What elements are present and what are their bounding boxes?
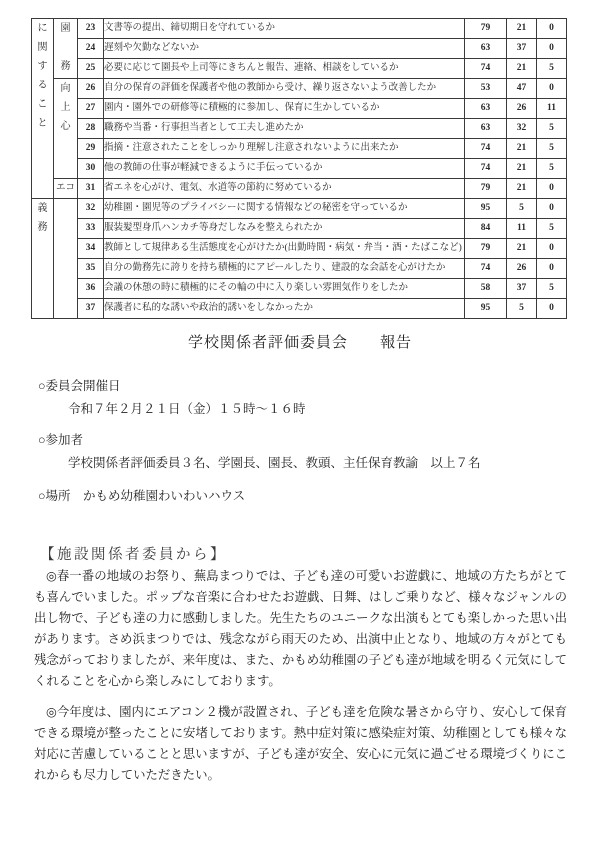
category-col1-gimu xyxy=(32,199,54,319)
table-row xyxy=(32,179,567,199)
item-value-2: 37 xyxy=(507,39,537,59)
item-value-3: 0 xyxy=(537,179,567,199)
item-value-2: 26 xyxy=(507,99,537,119)
item-value-1: 95 xyxy=(465,199,507,219)
item-number: 29 xyxy=(78,139,104,159)
table-row xyxy=(32,79,567,99)
table-row xyxy=(32,259,567,279)
item-value-3: 0 xyxy=(537,259,567,279)
item-number: 35 xyxy=(78,259,104,279)
item-value-3: 5 xyxy=(537,59,567,79)
report-title: 学校関係者評価委員会 報告 xyxy=(187,335,412,351)
meeting-date: 令和７年２月２１日（金）１５時～１６時 xyxy=(68,402,306,416)
item-question: 文書等の提出、締切期日を守れているか xyxy=(104,19,465,39)
table-row xyxy=(32,19,567,39)
item-value-2: 21 xyxy=(507,19,537,39)
vertical-label: に 関 す る こ と xyxy=(37,23,48,129)
vertical-label: 向 上 心 xyxy=(60,83,71,132)
item-value-1: 53 xyxy=(465,79,507,99)
category-col2-eco: エコ xyxy=(54,179,78,199)
participants-label: ○参加者 xyxy=(38,433,84,447)
item-question: 自分の勤務先に誇りを持ち積極的にアピールしたり、建設的な会話を心がけたか xyxy=(104,259,465,279)
table-row xyxy=(32,239,567,259)
item-value-3: 5 xyxy=(537,279,567,299)
item-value-3: 0 xyxy=(537,199,567,219)
item-number: 32 xyxy=(78,199,104,219)
item-value-3: 5 xyxy=(537,139,567,159)
item-value-1: 74 xyxy=(465,139,507,159)
category-col1-nikansurukoto xyxy=(32,19,54,199)
item-value-1: 84 xyxy=(465,219,507,239)
item-value-2: 21 xyxy=(507,179,537,199)
item-question: 教師として規律ある生活態度を心がけたか(出勤時間・病気・弁当・酒・たばこなど) xyxy=(104,239,465,259)
category-col2-koujoushin xyxy=(54,79,78,179)
item-number: 28 xyxy=(78,119,104,139)
table-row xyxy=(32,299,567,319)
item-number: 34 xyxy=(78,239,104,259)
item-value-2: 21 xyxy=(507,139,537,159)
table-row xyxy=(32,59,567,79)
item-question: 省エネを心がけ、電気、水道等の節約に努めているか xyxy=(104,179,465,199)
item-question: 保護者に私的な誘いや政治的誘いをしなかったか xyxy=(104,299,465,319)
item-value-1: 63 xyxy=(465,99,507,119)
item-value-3: 11 xyxy=(537,99,567,119)
item-value-2: 37 xyxy=(507,279,537,299)
item-value-3: 0 xyxy=(537,79,567,99)
item-value-1: 74 xyxy=(465,159,507,179)
item-value-2: 5 xyxy=(507,299,537,319)
item-question: 服装髪型身爪ハンカチ等身だしなみを整えられたか xyxy=(104,219,465,239)
table-row xyxy=(32,219,567,239)
item-number: 25 xyxy=(78,59,104,79)
committee-comment-2: ◎今年度は、園内にエアコン２機が設置され、子ども達を危険な暑さから守り、安心して保育できる環境が整ったことに安堵しております。熱中症対策に感染症対策、幼稚園としても様々な対応に苦慮していることと思いますが、子ども達が安全、安心に元気に過ごせる環境づくりにこれからも尽力していただきたい。 xyxy=(34,705,567,782)
item-question: 幼稚園・園児等のプライバシーに関する情報などの秘密を守っているか xyxy=(104,199,465,219)
item-value-1: 63 xyxy=(465,119,507,139)
item-question: 職務や当番・行事担当者として工夫し進めたか xyxy=(104,119,465,139)
section-heading: 【施設関係者委員から】 xyxy=(40,547,227,563)
item-value-2: 32 xyxy=(507,119,537,139)
item-question: 他の教師の仕事が軽減できるように手伝っているか xyxy=(104,159,465,179)
item-question: 遅刻や欠勤などないか xyxy=(104,39,465,59)
category-col2-empty xyxy=(54,199,78,319)
item-question: 園内・園外での研修等に積極的に参加し、保育に生かしているか xyxy=(104,99,465,119)
item-value-2: 47 xyxy=(507,79,537,99)
item-value-2: 5 xyxy=(507,199,537,219)
item-number: 31 xyxy=(78,179,104,199)
item-value-3: 5 xyxy=(537,159,567,179)
table-row xyxy=(32,279,567,299)
table-row xyxy=(32,159,567,179)
table-row xyxy=(32,139,567,159)
item-value-1: 63 xyxy=(465,39,507,59)
vertical-label: 義 務 xyxy=(37,203,48,233)
item-value-1: 74 xyxy=(465,259,507,279)
item-number: 36 xyxy=(78,279,104,299)
item-value-1: 58 xyxy=(465,279,507,299)
item-number: 33 xyxy=(78,219,104,239)
committee-comment-1: ◎春一番の地域のお祭り、蕪島まつりでは、子ども達の可愛いお遊戯に、地域の方たちがとても喜んでいました。ポップな音楽に合わせたお遊戯、日舞、はしご乗りなど、様々なジャンルの出し物で、子ども達の力に感動しました。先生たちのユニークな出演もとても楽しかった思い出があります。さめ浜まつりでは、残念ながら雨天のため、出演中止となり、地域の方々がとても残念がっておりましたが、来年度は、また、かもめ幼稚園の子ども達が地域を明るく元気にしてくれることを心から楽しみにしております。 xyxy=(34,569,567,688)
item-number: 30 xyxy=(78,159,104,179)
item-value-3: 0 xyxy=(537,39,567,59)
item-number: 26 xyxy=(78,79,104,99)
item-value-2: 26 xyxy=(507,259,537,279)
item-value-2: 11 xyxy=(507,219,537,239)
category-col2-enmu xyxy=(54,19,78,79)
participants: 学校関係者評価委員３名、学園長、園長、教頭、主任保育教諭 以上７名 xyxy=(68,456,481,470)
table-row xyxy=(32,199,567,219)
item-number: 37 xyxy=(78,299,104,319)
item-value-3: 5 xyxy=(537,119,567,139)
table-row xyxy=(32,99,567,119)
item-question: 自分の保育の評価を保護者や他の教師から受け、繰り返さないよう改善したか xyxy=(104,79,465,99)
item-number: 23 xyxy=(78,19,104,39)
item-question: 会議の休憩の時に積極的にその輪の中に入り楽しい雰囲気作りをしたか xyxy=(104,279,465,299)
item-value-1: 95 xyxy=(465,299,507,319)
item-number: 27 xyxy=(78,99,104,119)
item-value-3: 0 xyxy=(537,19,567,39)
item-value-3: 0 xyxy=(537,239,567,259)
item-value-2: 21 xyxy=(507,239,537,259)
item-value-1: 79 xyxy=(465,19,507,39)
item-value-3: 0 xyxy=(537,299,567,319)
item-value-1: 79 xyxy=(465,179,507,199)
item-value-3: 5 xyxy=(537,219,567,239)
item-number: 24 xyxy=(78,39,104,59)
table-row xyxy=(32,119,567,139)
item-question: 指摘・注意されたことをしっかり理解し注意されないように出来たか xyxy=(104,139,465,159)
item-value-2: 21 xyxy=(507,59,537,79)
location-line: ○場所 かもめ幼稚園わいわいハウス xyxy=(38,489,246,503)
vertical-label: 園 務 xyxy=(60,23,71,72)
meeting-date-label: ○委員会開催日 xyxy=(38,379,121,393)
item-value-1: 74 xyxy=(465,59,507,79)
evaluation-table xyxy=(31,18,567,319)
item-value-1: 79 xyxy=(465,239,507,259)
item-value-2: 21 xyxy=(507,159,537,179)
table-row xyxy=(32,39,567,59)
item-question: 必要に応じて園長や上司等にきちんと報告、連絡、相談をしているか xyxy=(104,59,465,79)
